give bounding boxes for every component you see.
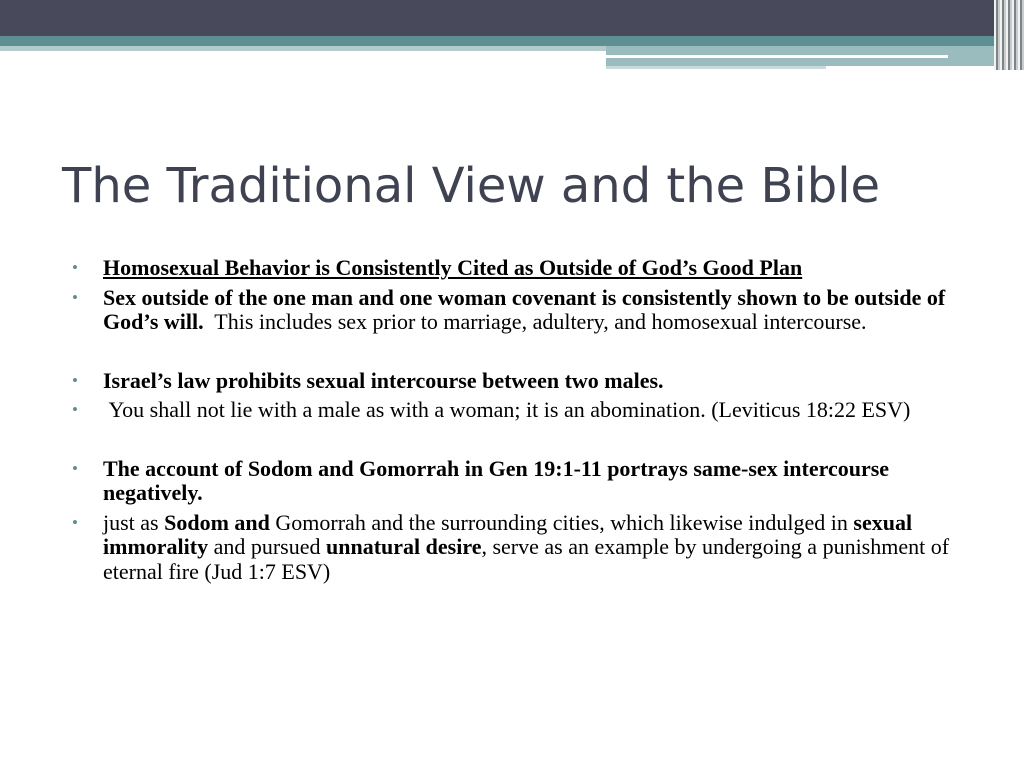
bullet-text-part: Gomorrah and the surrounding cities, which likewise indulged in — [275, 509, 848, 535]
bullet-text: Israel’s law prohibits sexual intercourse between two males. — [103, 367, 664, 393]
bullet-covenant — [72, 286, 972, 335]
header-band-teal — [0, 36, 1024, 46]
bullet-sodom-account — [72, 457, 972, 506]
bullet-leviticus-quote — [72, 398, 972, 423]
bullet-text: Homosexual Behavior is Consistently Cited as Outside of God’s Good Plan — [103, 255, 803, 280]
header-band-dark — [0, 0, 1024, 36]
header-band-underline — [606, 66, 826, 69]
header-band-light — [0, 46, 606, 51]
bullet-text-part: just as — [103, 509, 159, 535]
slide-title: The Traditional View and the Bible — [62, 158, 881, 214]
bullet-text: The account of Sodom and Gomorrah in Gen 19:1-11 portrays same-sex intercourse negatively. — [103, 455, 890, 505]
bullet-bold-part: sexual immorality — [103, 509, 913, 559]
bullet-bold-text: Sex outside of the one man and one woman covenant is consistently shown to be outside of God’s will. — [103, 284, 946, 334]
header-vertical-stripes — [994, 0, 1024, 70]
bullet-israel-law — [72, 369, 972, 394]
bullet-text-part: , serve as an example by undergoing a punishment of eternal fire (Jud 1:7 ESV) — [103, 534, 950, 584]
header-band-white-line — [606, 55, 948, 58]
bullet-text: This includes sex prior to marriage, adultery, and homosexual intercourse. — [214, 309, 867, 334]
bullet-bold-part: unnatural desire — [326, 534, 482, 559]
bullet-jude-quote — [72, 511, 972, 585]
bullet-text: You shall not lie with a male as with a woman; it is an abomination. (Leviticus 18:22 ESV) — [108, 397, 911, 422]
bullet-list — [72, 256, 972, 584]
bullet-text-part: and pursued — [213, 534, 321, 559]
bullet-god-plan — [72, 256, 972, 281]
bullet-bold-part: Sodom and — [164, 509, 270, 535]
